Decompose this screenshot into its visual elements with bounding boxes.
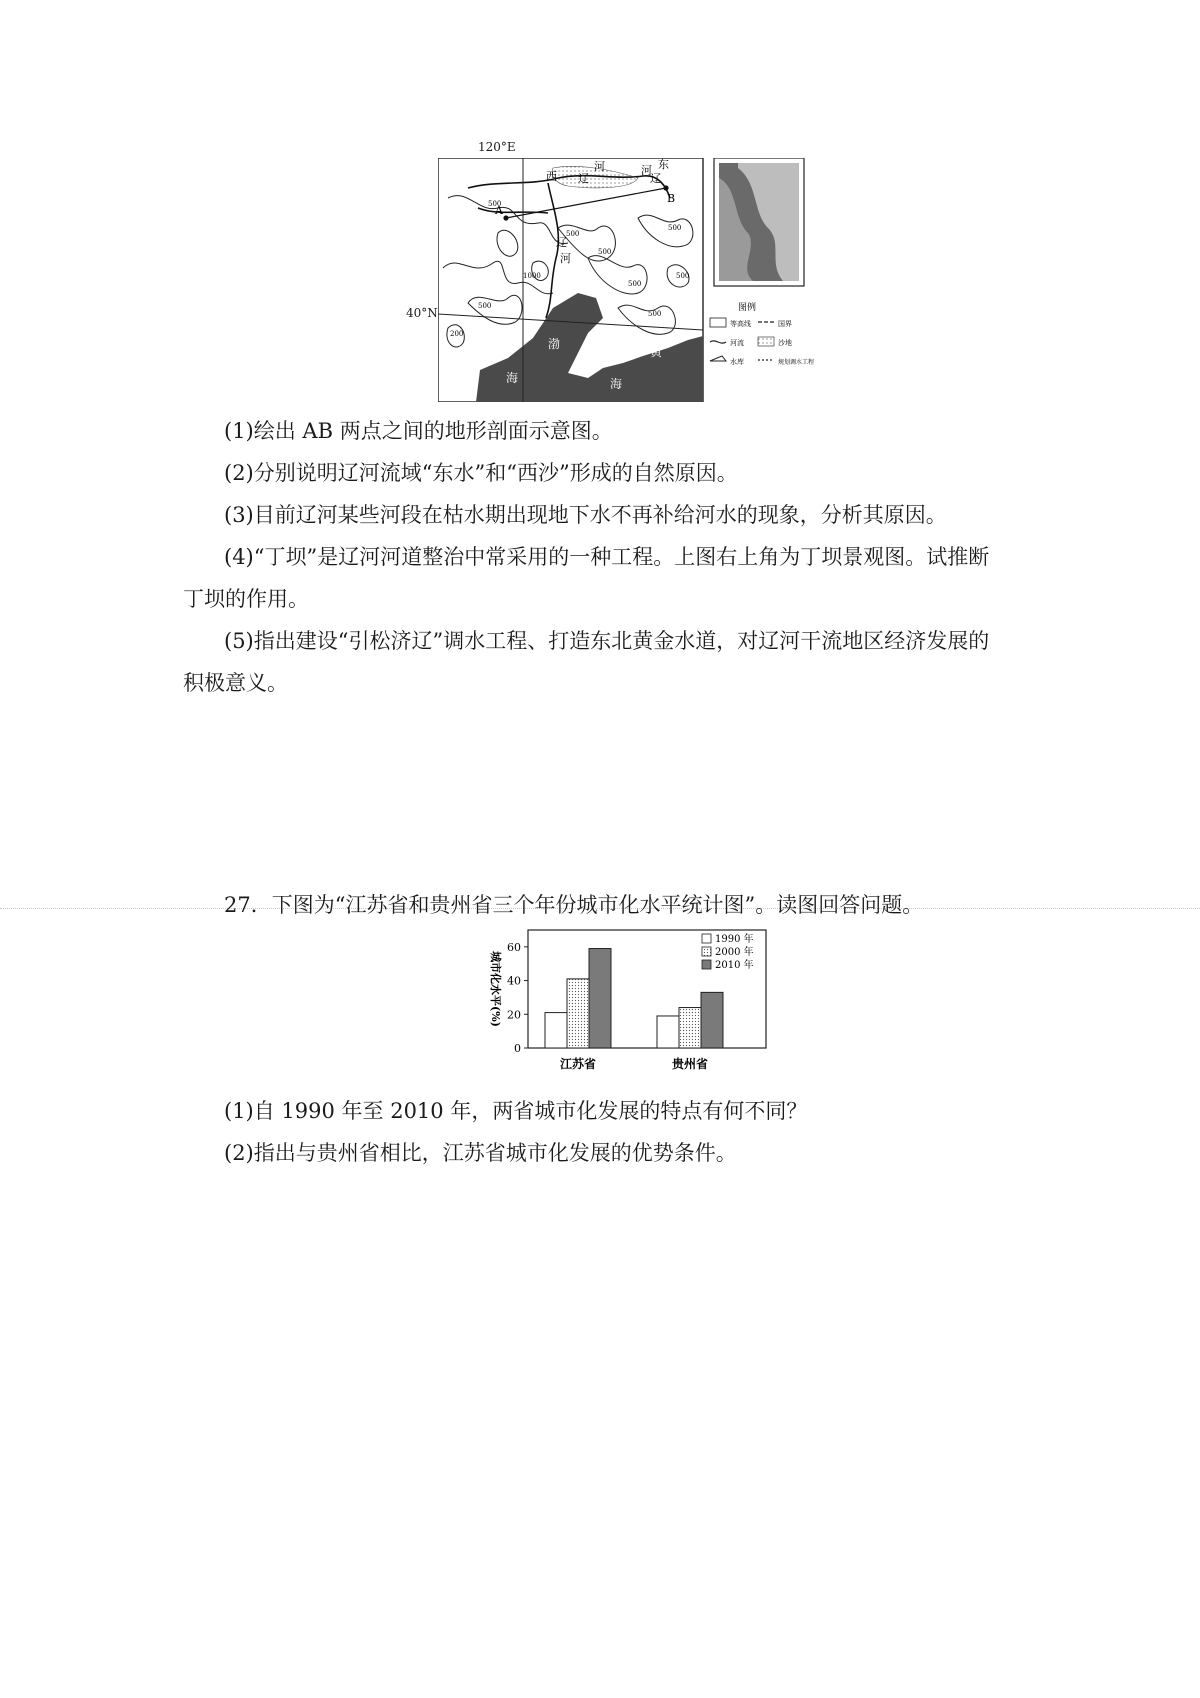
svg-text:沙地: 沙地 xyxy=(778,339,792,347)
svg-text:200: 200 xyxy=(450,330,464,338)
point-b-label: B xyxy=(667,192,676,205)
bar xyxy=(589,949,611,1048)
svg-text:东: 东 xyxy=(658,158,669,171)
svg-text:西: 西 xyxy=(546,170,557,183)
svg-text:500: 500 xyxy=(668,224,682,232)
svg-text:500: 500 xyxy=(478,302,492,310)
q27-stem: 27．下图为“江苏省和贵州省三个年份城市化水平统计图”。读图回答问题。 xyxy=(224,893,924,917)
q26-item-3: (3)目前辽河某些河段在枯水期出现地下水不再补给河水的现象，分析其原因。 xyxy=(224,503,947,527)
svg-text:500: 500 xyxy=(648,310,662,318)
legend-label: 2000 年 xyxy=(715,947,754,958)
legend-swatch xyxy=(702,960,711,969)
q26-item-2: (2)分别说明辽河流域“东水”和“西沙”形成的自然原因。 xyxy=(224,461,738,485)
urbanization-bar-chart xyxy=(478,924,768,1082)
y-tick-label: 0 xyxy=(514,1042,521,1055)
y-axis-label: 城市化水平(%) xyxy=(489,951,502,1027)
bar xyxy=(657,1016,679,1048)
svg-text:图例: 图例 xyxy=(738,303,757,313)
legend-swatch xyxy=(702,934,711,943)
legend-label: 2010 年 xyxy=(715,960,754,971)
svg-text:辽: 辽 xyxy=(650,172,661,185)
bar xyxy=(701,992,723,1048)
svg-text:辽: 辽 xyxy=(578,172,589,185)
q26-item-4-cont: 丁坝的作用。 xyxy=(183,587,309,611)
svg-text:500: 500 xyxy=(566,230,580,238)
y-tick-label: 60 xyxy=(507,940,521,954)
point-a-label: A xyxy=(495,204,503,217)
bar xyxy=(545,1013,567,1048)
svg-text:等高线: 等高线 xyxy=(730,320,751,328)
category-label: 贵州省 xyxy=(671,1057,709,1071)
svg-text:1000: 1000 xyxy=(523,272,541,280)
legend-label: 1990 年 xyxy=(715,934,754,945)
y-tick-label: 20 xyxy=(507,1008,521,1022)
q27-item-1: (1)自 1990 年至 2010 年，两省城市化发展的特点有何不同？ xyxy=(224,1099,808,1123)
svg-text:500: 500 xyxy=(628,280,642,288)
svg-text:河: 河 xyxy=(594,160,605,173)
bar xyxy=(679,1008,701,1048)
svg-text:河流: 河流 xyxy=(730,339,744,347)
svg-text:河: 河 xyxy=(641,164,652,177)
svg-text:黄: 黄 xyxy=(650,345,663,359)
svg-text:辽: 辽 xyxy=(556,236,567,249)
svg-text:500: 500 xyxy=(488,200,502,208)
latitude-label: 40°N xyxy=(406,306,438,320)
svg-text:河: 河 xyxy=(560,252,571,265)
svg-text:海: 海 xyxy=(506,371,519,385)
q26-item-1: (1)绘出 AB 两点之间的地形剖面示意图。 xyxy=(224,419,613,443)
svg-text:渤: 渤 xyxy=(548,337,561,351)
q26-item-4: (4)“丁坝”是辽河河道整治中常采用的一种工程。上图右上角为丁坝景观图。试推断 xyxy=(224,545,990,569)
svg-text:500: 500 xyxy=(676,272,690,280)
svg-text:500: 500 xyxy=(598,248,612,256)
y-tick-label: 40 xyxy=(507,974,521,988)
svg-text:海: 海 xyxy=(610,377,623,391)
legend-swatch xyxy=(702,947,711,956)
q27-item-2: (2)指出与贵州省相比，江苏省城市化发展的优势条件。 xyxy=(224,1141,737,1165)
svg-text:水库: 水库 xyxy=(730,358,744,366)
bar xyxy=(567,979,589,1048)
svg-text:规划调水工程: 规划调水工程 xyxy=(778,359,815,366)
category-label: 江苏省 xyxy=(559,1057,597,1071)
liaohe-map-figure xyxy=(406,140,840,402)
longitude-label: 120°E xyxy=(478,140,516,154)
q26-item-5: (5)指出建设“引松济辽”调水工程、打造东北黄金水道，对辽河干流地区经济发展的 xyxy=(224,629,990,653)
svg-text:国界: 国界 xyxy=(778,320,792,328)
q26-item-5-cont: 积极意义。 xyxy=(183,671,288,695)
map-legend xyxy=(710,301,814,366)
